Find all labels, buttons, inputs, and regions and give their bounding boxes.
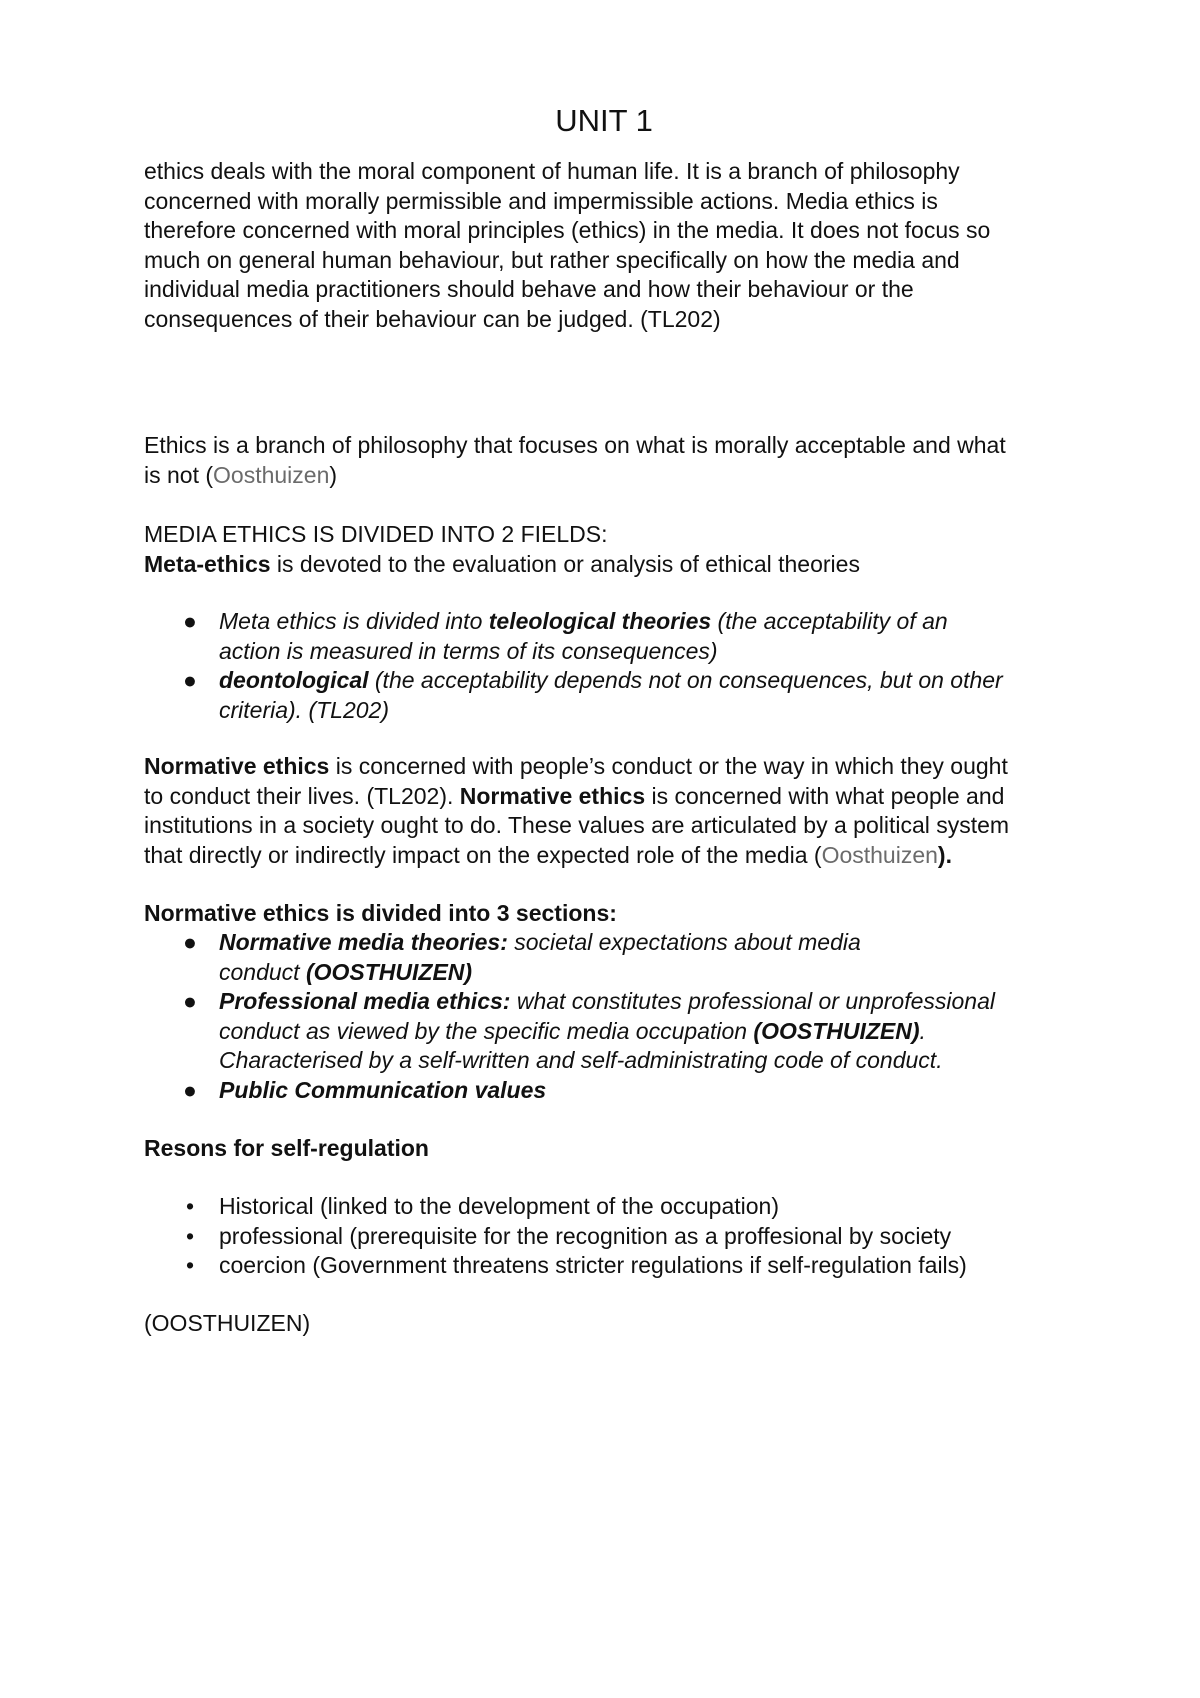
list-item-term: Normative media theories: — [219, 929, 508, 955]
intro-paragraph — [144, 157, 1064, 334]
normative-term: Normative ethics — [459, 782, 646, 809]
list-item-text: Historical (linked to the development of the occupation) — [219, 1193, 779, 1219]
list-item-tail: societal expectations about media — [507, 929, 861, 955]
list-item-tail: what constitutes professional or unprofessional — [510, 988, 995, 1014]
list-item — [144, 1192, 1064, 1222]
bullet-icon: • — [185, 1252, 195, 1278]
list-item — [144, 928, 1064, 987]
intro-line: therefore concerned with moral principles (ethics) in the media. It does not focus so — [144, 217, 991, 243]
list-item-term: Public Communication values — [219, 1076, 547, 1103]
citation: Oosthuizen — [821, 841, 938, 868]
definition-line: Ethics is a branch of philosophy that focuses on what is morally acceptable and what — [144, 432, 1006, 458]
intro-line: concerned with morally permissible and impermissible actions. Media ethics is — [144, 187, 938, 214]
normative-term: Normative ethics — [144, 753, 330, 779]
list-item — [144, 1251, 1064, 1281]
normative-paragraph — [144, 752, 1064, 870]
definition-text: ) — [329, 461, 338, 488]
list-item-continuation — [219, 1017, 1064, 1047]
bullet-icon: • — [185, 1222, 195, 1249]
normative-text: is concerned with people’s conduct or the way in which they ought — [329, 753, 1008, 779]
closing-citation: (OOSTHUIZEN) — [144, 1310, 311, 1336]
meta-ethics-line — [144, 550, 1064, 580]
meta-ethics-text: is devoted to the evaluation or analysis of ethical theories — [270, 550, 860, 577]
list-item-term: deontological — [219, 667, 369, 693]
list-item-continuation: action is measured in terms of its consequences) — [219, 637, 718, 664]
list-item-tail: (the acceptability of an — [711, 608, 948, 634]
bullet-icon: ● — [183, 929, 197, 955]
list-item-text: professional (prerequisite for the recognition as a proffesional by society — [219, 1222, 952, 1249]
normative-line — [144, 752, 1064, 782]
list-item-continuation: Characterised by a self-written and self-administrating code of conduct. — [219, 1047, 943, 1073]
citation: Oosthuizen — [213, 461, 330, 488]
list-item — [144, 1076, 1064, 1106]
meta-ethics-term: Meta-ethics — [144, 550, 271, 577]
normative-text: to conduct their lives. (TL202). — [144, 782, 460, 809]
sections-list — [144, 928, 1064, 1105]
list-item — [144, 1222, 1064, 1252]
page-title: UNIT 1 — [555, 103, 653, 138]
intro-line: individual media practitioners should behave and how their behaviour or the — [144, 276, 914, 302]
list-item-text — [219, 928, 1064, 958]
intro-line: consequences of their behaviour can be judged. (TL202) — [144, 305, 721, 332]
fields-heading: MEDIA ETHICS IS DIVIDED INTO 2 FIELDS: — [144, 521, 608, 547]
list-item-continuation: criteria). (TL202) — [219, 696, 389, 723]
fields-section — [144, 520, 1064, 579]
definition-line — [144, 461, 1064, 491]
citation: (OOSTHUIZEN) — [753, 1017, 920, 1044]
normative-line — [144, 782, 1064, 812]
reasons-list — [144, 1192, 1064, 1281]
bullet-icon: ● — [183, 988, 197, 1014]
list-item-text — [219, 987, 1064, 1017]
normative-text: is concerned with what people and — [645, 782, 1005, 809]
list-item-term: Professional media ethics: — [219, 988, 511, 1014]
list-item-continuation — [219, 958, 1064, 988]
list-item-text: coercion (Government threatens stricter regulations if self-regulation fails) — [219, 1252, 967, 1278]
list-item — [144, 987, 1064, 1076]
list-item — [144, 666, 1064, 725]
bullet-icon: ● — [183, 1076, 197, 1103]
list-item-term: teleological theories — [488, 608, 712, 634]
list-item-tail: conduct as viewed by the specific media occupation — [219, 1017, 754, 1044]
meta-ethics-list — [144, 607, 1064, 725]
normative-line — [144, 841, 1064, 871]
list-item-tail: (the acceptability depends not on consequences, but on other — [368, 667, 1003, 693]
definition-paragraph — [144, 431, 1064, 490]
sections-heading: Normative ethics is divided into 3 sections: — [144, 900, 617, 926]
list-item-text — [219, 666, 1064, 696]
normative-text: ). — [937, 841, 952, 868]
citation: (OOSTHUIZEN) — [305, 958, 473, 985]
list-item-tail: . — [919, 1017, 926, 1044]
bullet-icon: ● — [183, 667, 197, 693]
normative-text: that directly or indirectly impact on the expected role of the media ( — [144, 841, 822, 868]
list-item — [144, 607, 1064, 666]
normative-line: institutions in a society ought to do. These values are articulated by a political system — [144, 812, 1010, 838]
intro-line: ethics deals with the moral component of human life. It is a branch of philosophy — [144, 158, 960, 184]
bullet-icon: • — [185, 1193, 195, 1219]
bullet-icon: ● — [183, 608, 197, 634]
intro-line: much on general human behaviour, but rather specifically on how the media and — [144, 246, 960, 273]
list-item-text — [219, 607, 1064, 637]
list-item-tail: conduct — [219, 958, 306, 985]
reasons-heading: Resons for self-regulation — [144, 1135, 429, 1161]
definition-text: is not ( — [144, 461, 214, 488]
list-item-lead: Meta ethics is divided into — [219, 608, 489, 634]
